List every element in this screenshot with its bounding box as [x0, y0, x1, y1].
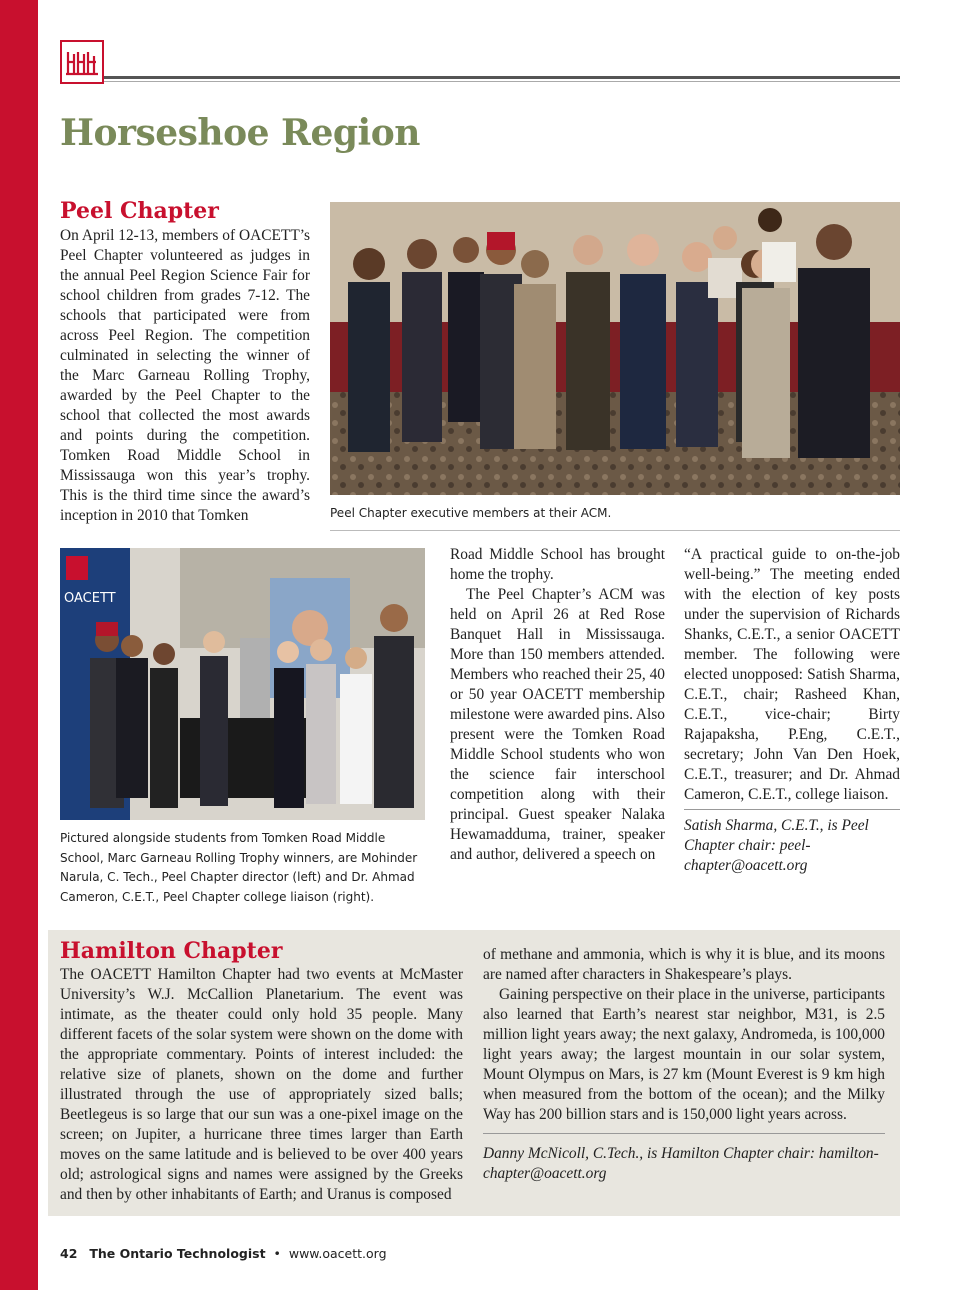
hamilton-paragraph-3: Gaining perspective on their place in the universe, participants also learned that Earth’s nearest star neighbor, M31, is 2.5 million light years away; the next galaxy, Andromeda, is 100,000 light years away; the largest mountain in our solar system, Mount Olympus on Mars, is 27 km (Mount Everest is 9 km high when measured from the bottom of the ocean); and the Milky Way has 200 billion stars and is 150,000 light years across. [483, 986, 885, 1123]
oacett-logo [60, 40, 104, 84]
page-number: 42 [60, 1246, 78, 1261]
hamilton-signature: Danny McNicoll, C.Tech., is Hamilton Chapter chair: hamilton-chapter@oacett.org [483, 1145, 879, 1182]
website-link[interactable]: www.oacett.org [288, 1246, 387, 1261]
header-rule [104, 76, 900, 79]
region-title: Horseshoe Region [60, 112, 420, 154]
peel-photo1-caption: Peel Chapter executive members at their ACM. [330, 506, 612, 520]
hamilton-column-1 [60, 965, 463, 1205]
peel-column-3 [684, 545, 900, 876]
publication-name: The Ontario Technologist [89, 1246, 266, 1261]
peel-signature: Satish Sharma, C.E.T., is Peel Chapter chair: peel-chapter@oacett.org [684, 817, 869, 874]
peel-students-trophy-photo [60, 548, 425, 820]
caption-rule [330, 530, 900, 531]
hamilton-column-2 [483, 945, 885, 1184]
peel-acm-group-photo [330, 202, 900, 495]
page-footer [60, 1246, 387, 1261]
hamilton-paragraph-2: of methane and ammonia, which is why it is blue, and its moons are named after characters in Shakespeare’s plays. [483, 946, 885, 983]
peel-photo2-caption: Pictured alongside students from Tomken Road Middle School, Marc Garneau Rolling Trophy winners, are Mohinder Narula, C. Tech., Peel Chapter director (left) and Dr. Ahmad Cameron, C.E.T., Peel Chapter college liaison (right). [60, 831, 418, 904]
banner-text: OACETT [64, 591, 116, 606]
peel-paragraph-4: “A practical guide to on-the-job well-being.” The meeting ended with the election of key posts under the supervision of Richards Shanks, C.E.T., a senior OACETT member. The following were elected unopposed: Satish Sharma, C.E.T., chair; Rasheed Khan, C.E.T., vice-chair; Birty Rajapaksha, P.Eng, C.E.T., secretary; John Van Den Hoek, C.E.T., treasurer; and Dr. Ahmad Cameron, C.E.T., college liaison. [684, 546, 900, 803]
peel-paragraph-2: Road Middle School has brought home the trophy. [450, 546, 665, 583]
hamilton-heading: Hamilton Chapter [60, 938, 283, 964]
peel-paragraph-1: On April 12-13, members of OACETT’s Peel Chapter volunteered as judges in the annual Peel Region Science Fair for school children from grades 7-12. The schools that participated were from across Peel Region. The competition culminated in selecting the winner of the Marc Garneau Rolling Trophy, awarded by the Peel Chapter to the school that collected the most awards and points during the competition. Tomken Road Middle School in Mississauga won this year’s trophy. This is the third time since the award’s inception in 2010 that Tomken [60, 227, 310, 524]
peel-paragraph-3: The Peel Chapter’s ACM was held on April 26 at Red Rose Banquet Hall in Mississauga. More than 150 members attended. Members who reached their 25, 40 or 50 year OACETT membership milestone were awarded pins. Also present were the Tomken Road Middle School students who won the science fair interschool competition along with their principal. Guest speaker Nalaka Hewamadduma, trainer, speaker and author, delivered a speech on [450, 586, 665, 863]
hamilton-paragraph-1: The OACETT Hamilton Chapter had two events at McMaster University’s W.J. McCallion Planetarium. The event was intimate, as the theater could only hold 35 people. Many different facets of the solar system were shown on the dome with the appropriate commentary. Points of interest included: the relative size of planets, shown on the dome and further illustrated through the use of appropriately sized balls; Beetlegeus is so large that our sun was a one-pixel image on the screen; on Jupiter, a hurricane three times larger than Earth moves on the same latitude and is believed to be over 400 years old; astrological signs and names were assigned by the Greeks and then by other inhabitants of Earth; and Uranus is composed [60, 966, 463, 1203]
peel-column-2 [450, 545, 665, 865]
signature-rule [483, 1133, 885, 1134]
footer-bullet: • [273, 1246, 281, 1261]
peel-heading: Peel Chapter [60, 198, 219, 224]
left-red-bar [0, 0, 38, 1290]
signature-rule [684, 809, 900, 810]
header-rule-thin [104, 81, 900, 82]
peel-column-1 [60, 226, 310, 526]
